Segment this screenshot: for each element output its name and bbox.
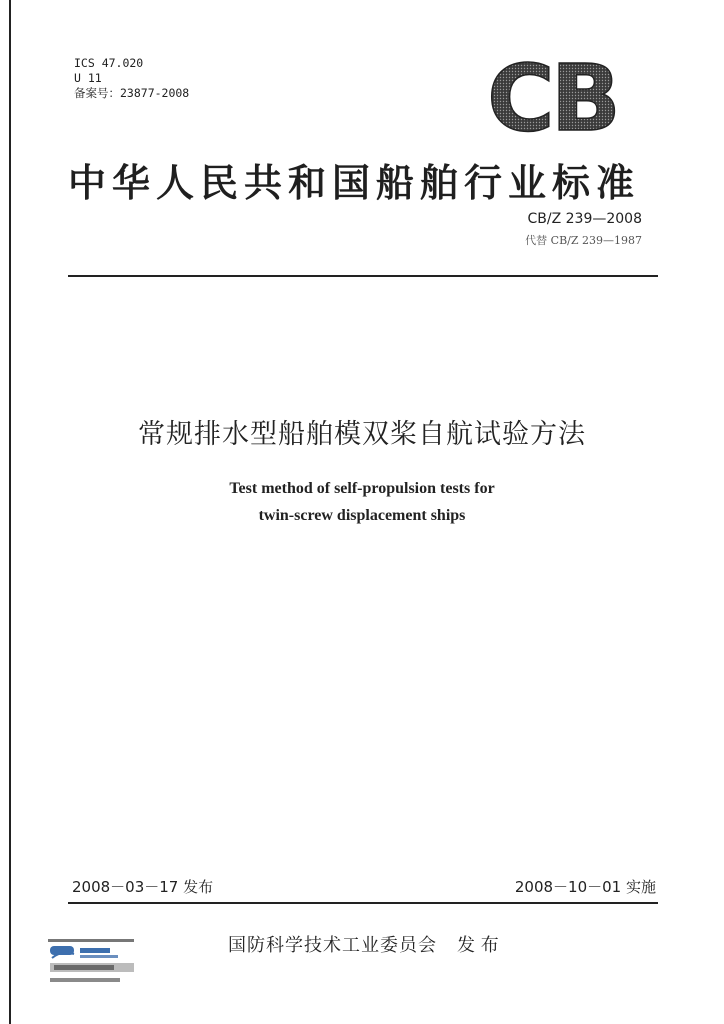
header-divider [68, 275, 658, 277]
implementation-date: 2008－10－01 实施 [514, 878, 656, 896]
cb-logo-text: CB [487, 58, 617, 136]
distribution-stamp-icon [46, 936, 138, 992]
standard-metadata [74, 56, 189, 101]
publisher-name: 国防科学技术工业委员会 [228, 935, 437, 956]
cb-logo [478, 58, 626, 136]
document-title-english [0, 475, 724, 529]
english-title-line-1: Test method of self-propulsion tests for [229, 480, 495, 497]
classification-code: U 11 [74, 71, 102, 85]
ics-code: ICS 47.020 [74, 56, 144, 70]
filing-number: 备案号：23877-2008 [74, 86, 190, 100]
footer-divider [68, 902, 658, 904]
publish-label: 发 布 [457, 935, 499, 956]
replaces-standard: 代替 CB/Z 239—1987 [525, 234, 642, 247]
standard-code: CB/Z 239—2008 [527, 211, 642, 227]
english-title-line-2: twin-screw displacement ships [258, 507, 466, 524]
issue-date: 2008－03－17 发布 [72, 878, 214, 896]
standard-category-title: 中华人民共和国船舶行业标准 [68, 161, 641, 205]
document-title-chinese: 常规排水型船舶模双桨自航试验方法 [138, 419, 586, 450]
